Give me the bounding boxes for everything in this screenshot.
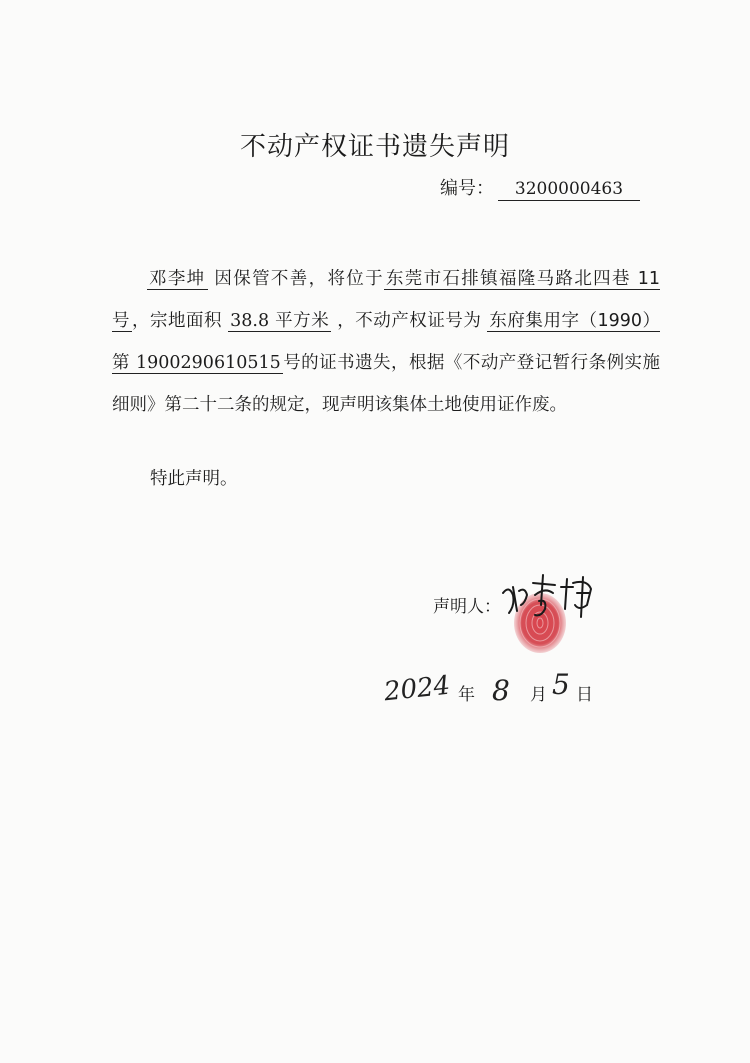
certificate-prefix: 东府集用字（1990）第 [112,311,661,373]
body-text-1: 因保管不善，将位于 [214,269,384,289]
serial-number-row [440,174,640,201]
signature-with-fingerprint [495,565,605,660]
date-day: 5 [552,668,570,701]
month-label: 月 [530,685,547,705]
date-month: 8 [492,674,510,707]
property-address: 东莞市石排镇福隆马路北四巷 11 号 [112,269,660,331]
day-label: 日 [576,685,593,705]
body-text-4: 号的证书遗失，根据《不动产登记暂行条例实施细则》第二十二条的规定，现声明该集体土地使用证作废。 [112,353,660,415]
body-text-3: ，不动产权证号为 [337,311,482,331]
year-label: 年 [458,685,475,705]
land-area: 38.8 平方米 [230,311,330,331]
serial-number: 3200000463 [498,179,640,201]
certificate-digits: 1900290610515 [136,353,281,373]
document-title: 不动产权证书遗失声明 [239,132,510,162]
declarant-name: 邓李坤 [149,269,206,289]
signature-label: 声明人： [433,597,501,617]
serial-label: 编号： [440,178,494,199]
closing-statement: 特此声明。 [150,469,238,489]
declaration-body [112,258,660,426]
date-year: 2024 [382,670,452,708]
fingerprint-mark [514,593,566,653]
body-text-2: ，宗地面积 [132,311,223,331]
